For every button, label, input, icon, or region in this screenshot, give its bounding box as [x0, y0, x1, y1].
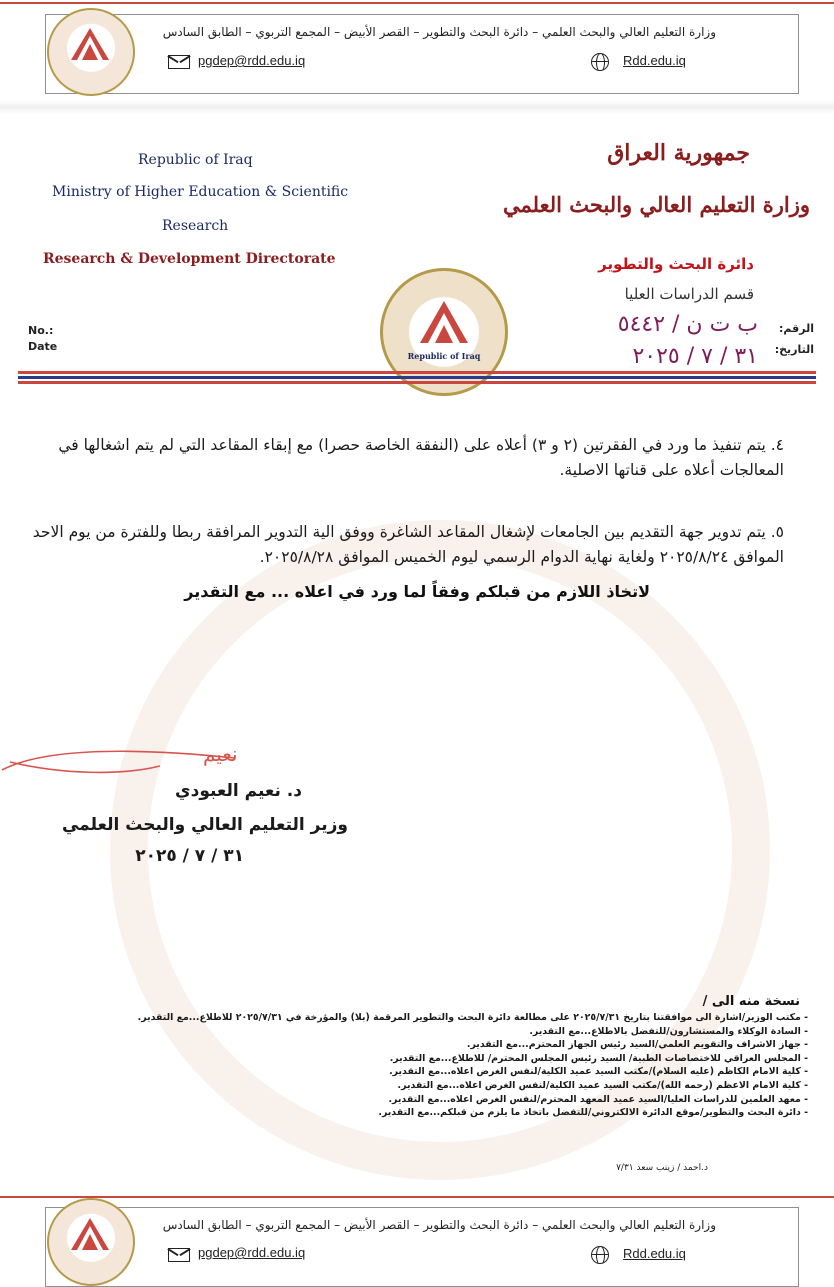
header-top-rule [0, 2, 834, 4]
copy-item: - المجلس العراقي للاختصاصات الطبية/ السيد رئيس المجلس المحترم/ للاطلاع...مع التقدير. [138, 1052, 808, 1066]
ar-directorate: دائرة البحث والتطوير [598, 255, 754, 273]
ar-no-label: الرقم: [779, 322, 814, 335]
footer-rule [0, 1196, 834, 1198]
copy-item: - مكتب الوزير/اشارة الى موافقتنا بتاريخ ٢٠٢٥/٧/٣١ على مطالعة دائرة البحث والتطوير المرقمة (بلا) والمؤرخة في ٢٠٢٥/٧/٣١ للاطلاع...مع التقدير. [138, 1011, 808, 1025]
copy-item: - كلية الامام الاعظم (رحمه الله)/مكتب السيد عميد الكلية/لنفس الغرض اعلاه...مع التقدير. [138, 1079, 808, 1093]
en-republic: Republic of Iraq [138, 152, 253, 168]
initials-note: د.احمد / زينب سعد ٧/٣١ [616, 1163, 708, 1173]
ar-republic: جمهورية العراق [607, 140, 750, 166]
scan-band [0, 100, 834, 114]
en-directorate: Research & Development Directorate [43, 251, 336, 267]
signature-handwritten: نعيم [203, 742, 238, 766]
no-label: No.: [28, 324, 54, 337]
header-email-link[interactable]: pgdep@rdd.edu.iq [198, 53, 306, 68]
ar-ministry: وزارة التعليم العالي والبحث العلمي [503, 192, 810, 217]
envelope-icon [168, 1248, 190, 1262]
header-contact-box [45, 14, 799, 94]
copies-list [138, 1011, 808, 1120]
date-label: Date [28, 340, 58, 353]
signature-date: ٣١ / ٧ / ٢٠٢٥ [135, 846, 244, 866]
copy-item: - جهاز الاشراف والتقويم العلمي/السيد رئيس الجهاز المحترم...مع التقدير. [138, 1038, 808, 1052]
seal-emblem-center-icon [416, 297, 472, 347]
header-website-link[interactable]: Rdd.edu.iq [623, 53, 686, 68]
body-item-4: ٤. يتم تنفيذ ما ورد في الفقرتين (٢ و ٣) أعلاه على (النفقة الخاصة حصرا) مع إبقاء المقاعد التي لم يتم اشغالها في المعالجات أعلاه على قناتها الاصلية. [58, 436, 784, 479]
header-address: وزارة التعليم العالي والبحث العلمي – دائرة البحث والتطوير – القصر الأبيض – المجمع التربوي – الطابق السادس [162, 25, 716, 39]
en-research: Research [162, 218, 229, 234]
ref-date-handwritten: ٣١ / ٧ / ٢٠٢٥ [632, 344, 758, 369]
footer-website-link[interactable]: Rdd.edu.iq [623, 1246, 686, 1261]
seal-emblem-icon [67, 24, 113, 64]
ar-date-label: التاريخ: [774, 343, 814, 356]
body-item-5: ٥. يتم تدوير جهة التقديم بين الجامعات لإشغال المقاعد الشاغرة ووفق الية التدوير المرافقة ربطا وللفترة من يوم الاحد الموافق ٢٠٢٥/٨/٢٤ ولغاية نهاية الدوام الرسمي ليوم الخميس الموافق ٢٠٢٥/٨/٢٨. [32, 523, 784, 566]
letterhead-stripes [18, 371, 816, 385]
body-closing: لاتخاذ اللازم من قبلكم وفقاً لما ورد في اعلاه ... مع التقدير [184, 582, 650, 601]
envelope-icon [168, 55, 190, 69]
ar-department: قسم الدراسات العليا [624, 285, 754, 303]
signatory-name: د. نعيم العبودي [175, 781, 302, 801]
seal-republic-text: Republic of Iraq [407, 351, 481, 361]
ref-number-handwritten: ب ت ن / ٥٤٤٢ [617, 312, 758, 337]
globe-icon [591, 53, 609, 71]
copy-item: - معهد العلمين للدراسات العليا/السيد عميد المعهد المحترم/لنفس الغرض اعلاه...مع التقدير. [138, 1093, 808, 1107]
copies-title: نسخة منه الى / [702, 994, 800, 1009]
footer-email-link[interactable]: pgdep@rdd.edu.iq [198, 1245, 306, 1260]
copy-item: - كلية الامام الكاظم (عليه السلام)/مكتب السيد عميد الكلية/لنفس الغرض اعلاه...مع التقدير. [138, 1065, 808, 1079]
footer-address: وزارة التعليم العالي والبحث العلمي – دائرة البحث والتطوير – القصر الأبيض – المجمع التربوي – الطابق السادس [162, 1218, 716, 1232]
copy-item: - دائرة البحث والتطوير/موقع الدائرة الالكتروني/للتفضل باتخاذ ما يلزم من قبلكم...مع التقدير. [138, 1106, 808, 1120]
globe-icon [591, 1246, 609, 1264]
ministry-seal-small-footer-icon [47, 1198, 135, 1286]
ministry-seal-small-icon [47, 8, 135, 96]
seal-emblem-footer-icon [67, 1214, 113, 1254]
signatory-title: وزير التعليم العالي والبحث العلمي [61, 815, 348, 835]
en-ministry: Ministry of Higher Education & Scientific [52, 184, 349, 200]
footer-contact-box [45, 1207, 799, 1287]
copy-item: - السادة الوكلاء والمستشارون/للتفضل بالاطلاع...مع التقدير. [138, 1025, 808, 1039]
